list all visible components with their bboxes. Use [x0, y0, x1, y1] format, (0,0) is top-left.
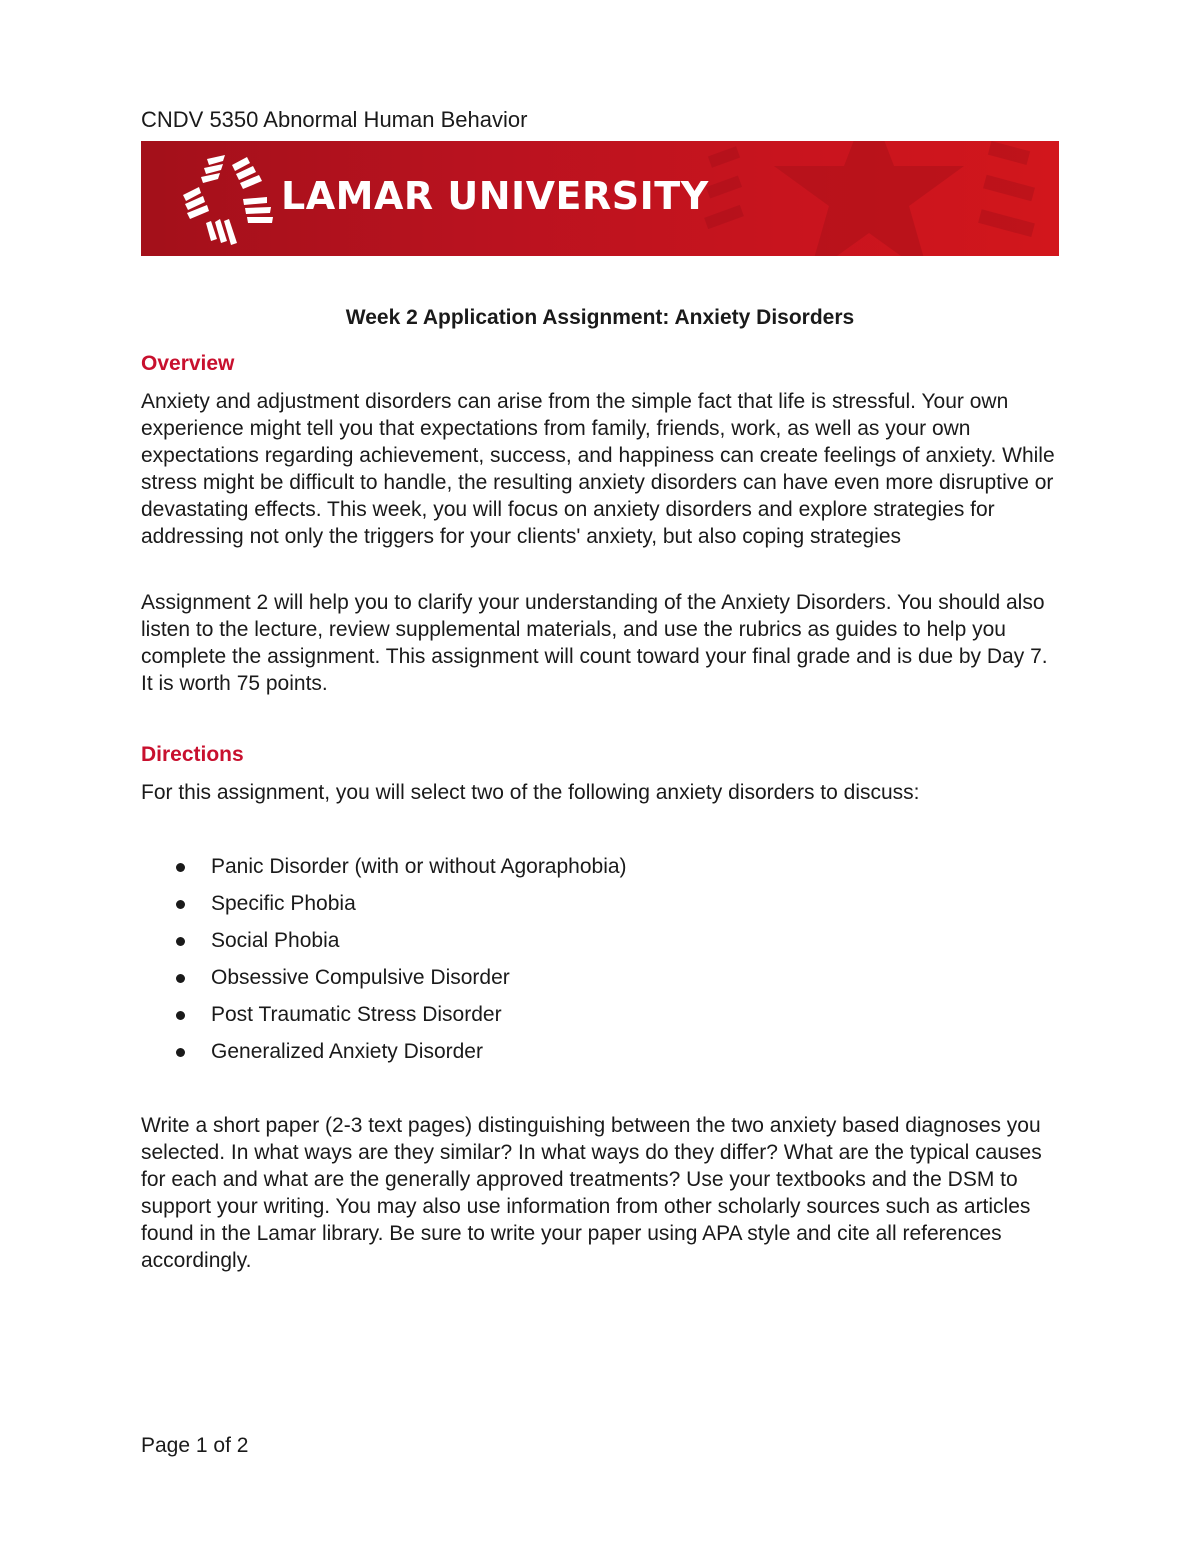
- list-item: [141, 927, 627, 964]
- list-item-label: Obsessive Compulsive Disorder: [211, 966, 510, 989]
- bullet-icon: [176, 863, 185, 872]
- list-item: [141, 890, 627, 927]
- document-title: Week 2 Application Assignment: Anxiety Disorders: [345, 306, 855, 329]
- page-number: Page 1 of 2: [141, 1434, 249, 1457]
- bullet-icon: [176, 937, 185, 946]
- bullet-icon: [176, 1011, 185, 1020]
- overview-paragraph-2: Assignment 2 will help you to clarify your understanding of the Anxiety Disorders. You should also listen to the lecture, review supplemental materials, and use the rubrics as guides to help you complete the assignment. This assignment will count toward your final grade and is due by Day 7. It is worth 75 points.: [141, 591, 1048, 695]
- list-item-label: Social Phobia: [211, 929, 340, 952]
- list-item: [141, 1001, 627, 1038]
- university-wordmark: LAMAR UNIVERSITY: [281, 174, 709, 218]
- instructions-paragraph: Write a short paper (2-3 text pages) distinguishing between the two anxiety based diagnoses you selected. In what ways are they similar? In what ways do they differ? What are the typical causes for each and what are the generally approved treatments? Use your textbooks and the DSM to support your writing. You may also use information from other scholarly sources such as articles found in the Lamar library. Be sure to write your paper using APA style and cite all references accordingly.: [141, 1114, 1042, 1272]
- list-item: [141, 853, 627, 890]
- disorder-list: [141, 853, 627, 1075]
- directions-heading: Directions: [141, 743, 244, 766]
- list-item: [141, 964, 627, 1001]
- overview-paragraph-1: Anxiety and adjustment disorders can arise from the simple fact that life is stressful. Your own experience might tell you that expectations from family, friends, work, as well as your own expectations regarding achievement, success, and happiness can create feelings of anxiety. While stress might be difficult to handle, the resulting anxiety disorders can have even more disruptive or devastating effects. This week, you will focus on anxiety disorders and explore strategies for addressing not only the triggers for your clients' anxiety, but also coping strategies: [141, 390, 1055, 548]
- course-header: CNDV 5350 Abnormal Human Behavior: [141, 107, 528, 132]
- list-item-label: Post Traumatic Stress Disorder: [211, 1003, 502, 1026]
- list-item: [141, 1038, 627, 1075]
- directions-intro: For this assignment, you will select two of the following anxiety disorders to discuss:: [141, 781, 920, 804]
- overview-heading: Overview: [141, 352, 235, 375]
- bullet-icon: [176, 974, 185, 983]
- university-banner: [141, 141, 1059, 256]
- bullet-icon: [176, 900, 185, 909]
- list-item-label: Panic Disorder (with or without Agoraphobia): [211, 855, 627, 878]
- list-item-label: Generalized Anxiety Disorder: [211, 1040, 483, 1063]
- bullet-icon: [176, 1048, 185, 1057]
- list-item-label: Specific Phobia: [211, 892, 356, 915]
- star-watermark: [699, 141, 1059, 256]
- lamar-star-logo-icon: [177, 151, 277, 247]
